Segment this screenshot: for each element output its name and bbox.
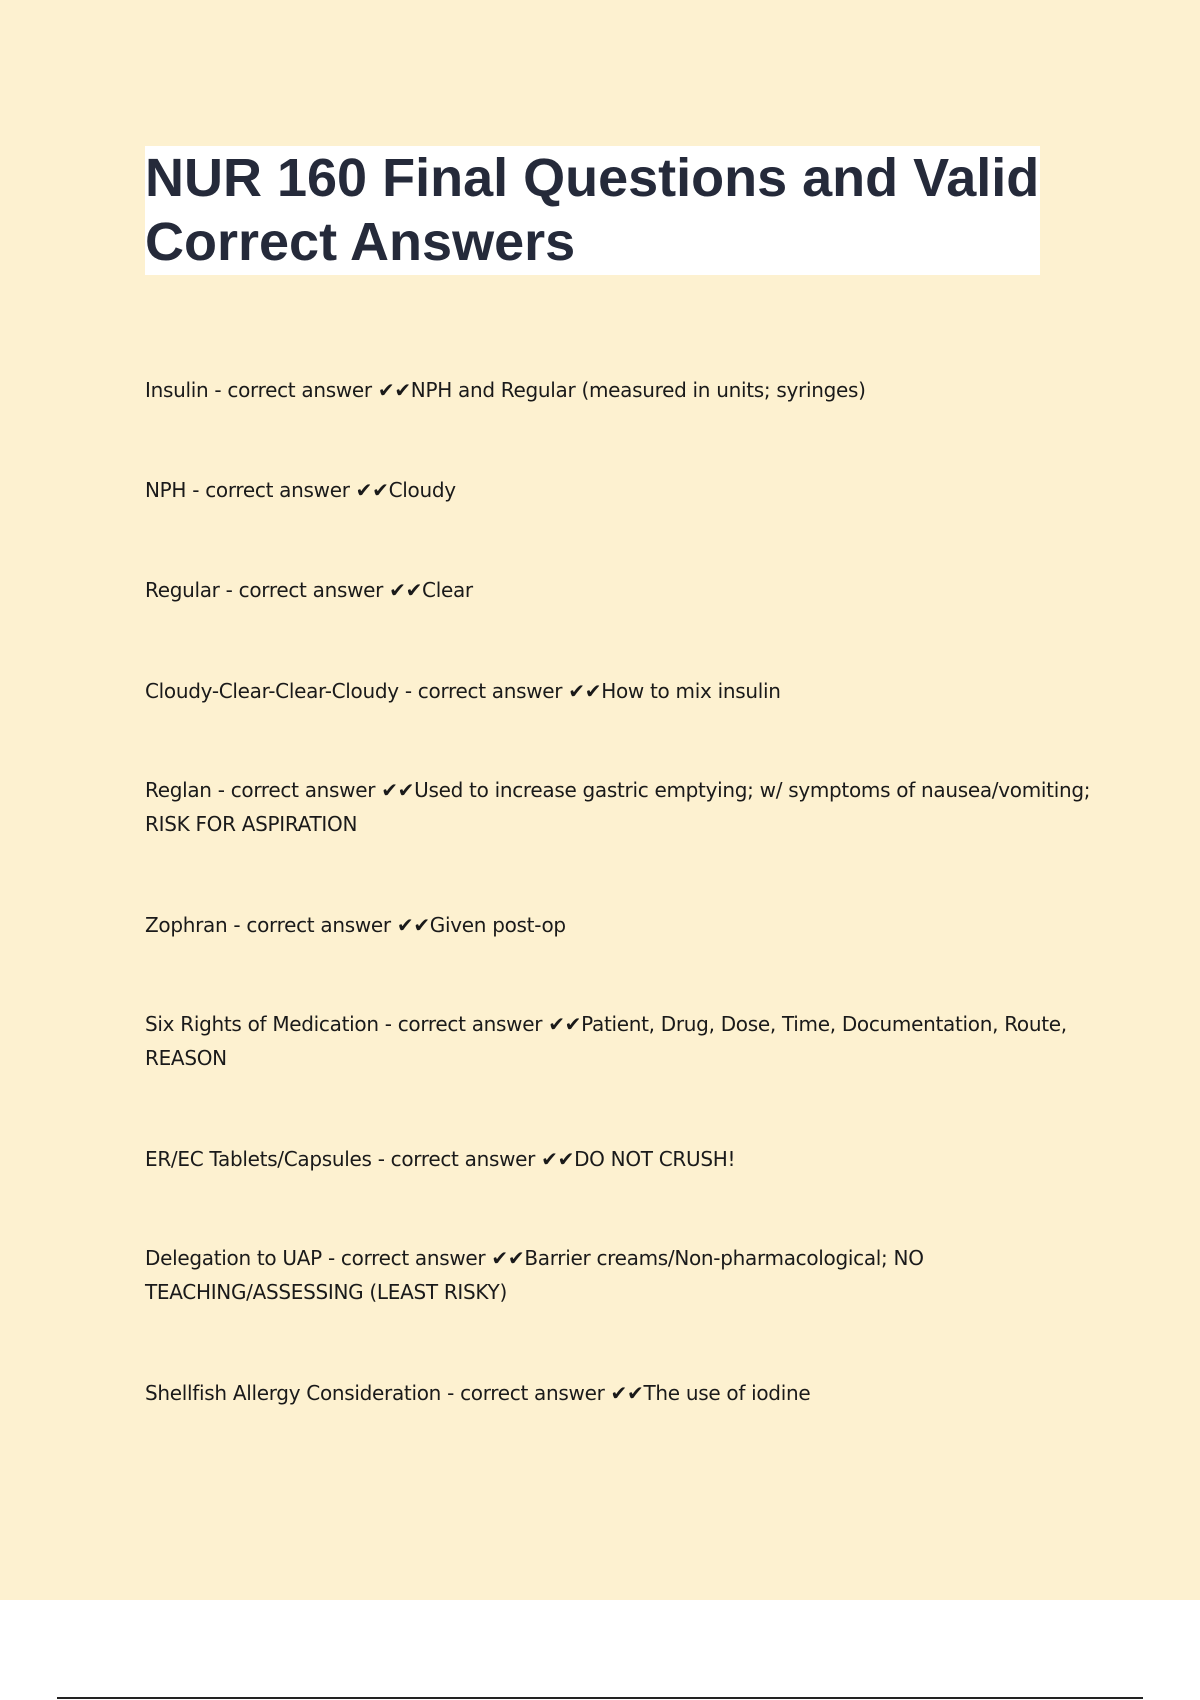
qa-item-regular: Regular - correct answer ✔✔Clear	[145, 578, 473, 602]
qa-item-zophran: Zophran - correct answer ✔✔Given post-op	[145, 913, 566, 937]
qa-item-nph: NPH - correct answer ✔✔Cloudy	[145, 478, 456, 502]
qa-item-er-ec: ER/EC Tablets/Capsules - correct answer ✔✔DO NOT CRUSH!	[145, 1147, 736, 1171]
footer-divider	[57, 1697, 1143, 1699]
qa-item-reglan: Reglan - correct answer ✔✔Used to increase gastric emptying; w/ symptoms of nausea/vomiting; RISK FOR ASPIRATION	[145, 778, 1091, 836]
qa-item-mixing-order: Cloudy-Clear-Clear-Cloudy - correct answer ✔✔How to mix insulin	[145, 679, 781, 703]
document-title: NUR 160 Final Questions and Valid Correct Answers	[145, 148, 1040, 272]
qa-item-insulin: Insulin - correct answer ✔✔NPH and Regular (measured in units; syringes)	[145, 378, 866, 402]
qa-item-six-rights: Six Rights of Medication - correct answer ✔✔Patient, Drug, Dose, Time, Documentation, Route, REASON	[145, 1012, 1067, 1070]
qa-item-delegation: Delegation to UAP - correct answer ✔✔Barrier creams/Non-pharmacological; NO TEACHING/ASSESSING (LEAST RISKY)	[145, 1246, 924, 1304]
qa-item-shellfish: Shellfish Allergy Consideration - correct answer ✔✔The use of iodine	[145, 1381, 811, 1405]
